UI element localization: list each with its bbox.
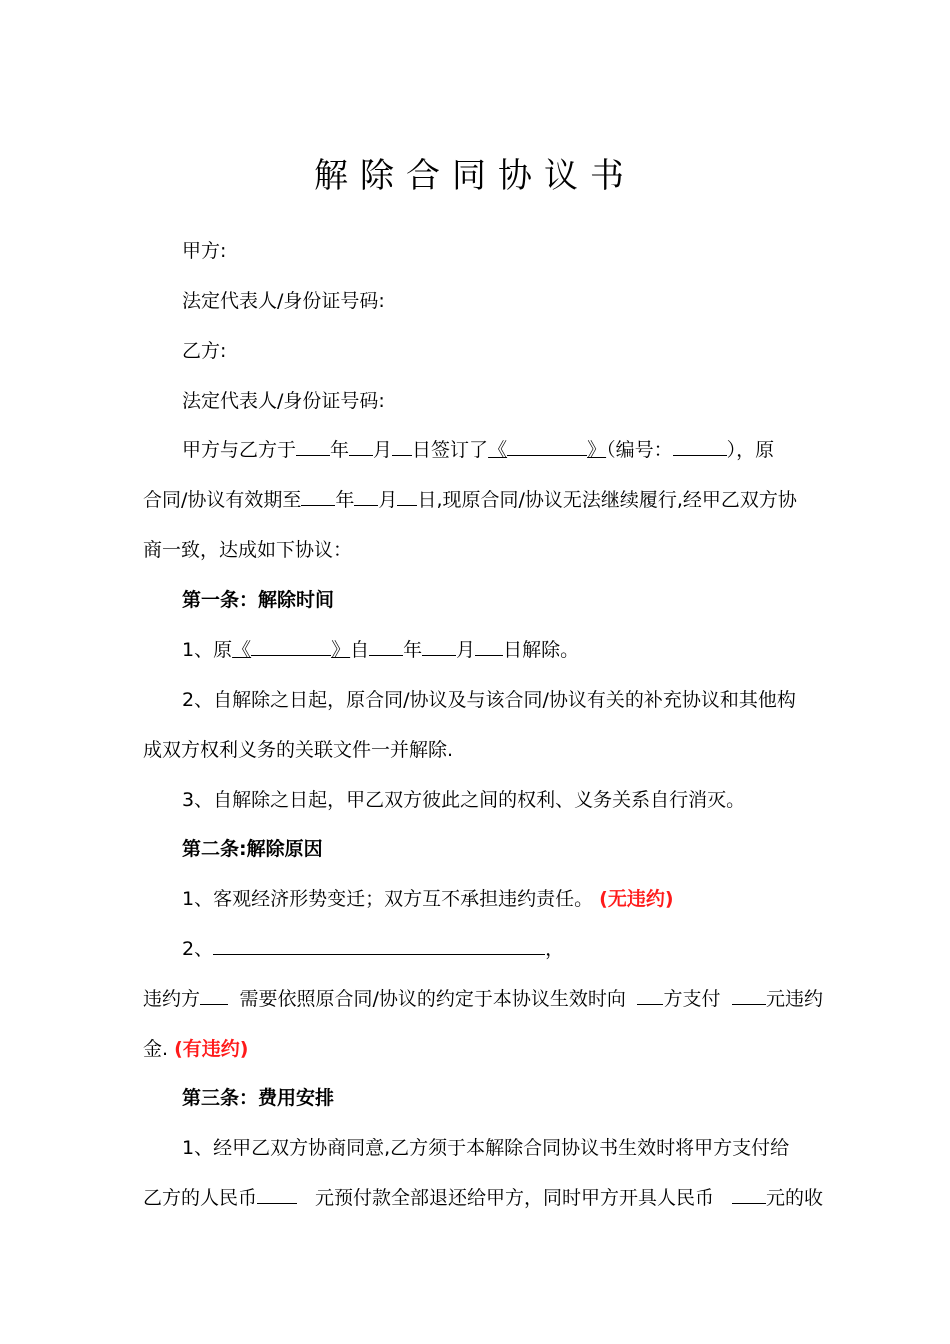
recipient-party-blank[interactable]	[637, 984, 663, 1005]
article-1-heading: 第一条：解除时间	[182, 589, 335, 611]
item-text: 违约方	[143, 988, 201, 1010]
intro-text: 年	[335, 489, 355, 511]
line-segment	[732, 1183, 823, 1213]
no-breach-note: (无违约)	[599, 888, 674, 910]
month-blank[interactable]	[354, 485, 378, 506]
receipt-amount-blank[interactable]	[732, 1183, 766, 1204]
intro-text: （编号：	[606, 439, 673, 461]
year-blank[interactable]	[296, 435, 330, 456]
party-b-label: 乙方:	[182, 340, 227, 362]
intro-line-1	[182, 435, 822, 465]
item-text: ，	[545, 938, 565, 960]
intro-text: 合同/协议有效期至	[143, 489, 302, 511]
party-a-representative-label: 法定代表人/身份证号码:	[182, 290, 385, 312]
article-3-item-1-line-2	[143, 1183, 823, 1213]
line-segment	[637, 984, 720, 1014]
item-text: 元违约	[765, 988, 823, 1010]
line-segment	[143, 984, 228, 1014]
intro-line-2	[143, 485, 823, 515]
article-3-heading: 第三条：费用安排	[182, 1087, 335, 1109]
intro-text: 甲方与乙方于	[182, 439, 297, 461]
article-1-item-1	[182, 635, 822, 665]
contract-name-blank[interactable]	[251, 635, 331, 656]
intro-text: 年	[330, 439, 350, 461]
line-segment	[732, 984, 823, 1014]
item-text: 日解除。	[503, 639, 580, 661]
intro-text: 日,现原合同/协议无法继续履行,经甲乙双方协	[417, 489, 797, 511]
penalty-amount-blank[interactable]	[732, 984, 766, 1005]
intro-text: 月	[378, 489, 398, 511]
prepayment-amount-blank[interactable]	[257, 1183, 297, 1204]
item-text: 月	[456, 639, 476, 661]
contract-number-blank[interactable]	[673, 435, 727, 456]
day-blank[interactable]	[392, 435, 412, 456]
item-text: 元的收	[765, 1187, 823, 1209]
line-segment	[143, 1183, 297, 1213]
contract-name-open: 《	[488, 439, 508, 461]
breaching-party-blank[interactable]	[200, 984, 228, 1005]
year-blank[interactable]	[301, 485, 335, 506]
month-blank[interactable]	[349, 435, 373, 456]
article-2-item-1	[182, 884, 822, 914]
intro-text: 日签订了	[412, 439, 489, 461]
intro-text: 月	[373, 439, 393, 461]
article-2-item-2-line-2	[143, 984, 823, 1014]
party-b-representative-label: 法定代表人/身份证号码:	[182, 390, 385, 412]
year-blank[interactable]	[369, 635, 403, 656]
item-text: 年	[403, 639, 423, 661]
month-blank[interactable]	[422, 635, 456, 656]
item-text: 1、原	[182, 639, 233, 661]
document-title: 解除合同协议书	[314, 156, 636, 196]
article-2-item-2	[182, 934, 822, 964]
intro-text: ），原	[726, 439, 775, 461]
reason-blank[interactable]	[213, 934, 545, 955]
article-2-heading: 第二条:解除原因	[182, 838, 323, 860]
article-1-item-2-line-2: 成双方权利义务的关联文件一并解除.	[143, 739, 454, 761]
contract-name-open: 《	[232, 639, 252, 661]
day-blank[interactable]	[475, 635, 503, 656]
item-text: 2、	[182, 938, 214, 960]
item-text: 自	[350, 639, 370, 661]
article-1-item-3: 3、自解除之日起，甲乙双方彼此之间的权利、义务关系自行消灭。	[182, 789, 746, 811]
item-text: 方支付	[663, 988, 721, 1010]
article-3-item-1-line-1: 1、经甲乙双方协商同意,乙方须于本解除合同协议书生效时将甲方支付给	[182, 1137, 790, 1159]
contract-name-close: 》	[587, 439, 607, 461]
item-text: 乙方的人民币	[143, 1187, 258, 1209]
day-blank[interactable]	[397, 485, 417, 506]
contract-name-close: 》	[331, 639, 351, 661]
item-text: 需要依照原合同/协议的约定于本协议生效时向	[239, 988, 626, 1010]
contract-name-blank[interactable]	[507, 435, 587, 456]
breach-note: (有违约)	[174, 1038, 249, 1060]
item-text: 1、客观经济形势变迁；双方互不承担违约责任。	[182, 888, 594, 910]
article-2-item-2-line-3	[143, 1034, 823, 1064]
item-text: 元预付款全部退还给甲方，同时甲方开具人民币	[314, 1187, 714, 1209]
item-text: 金.	[143, 1038, 169, 1060]
intro-line-3: 商一致，达成如下协议：	[143, 539, 353, 561]
article-1-item-2-line-1: 2、自解除之日起，原合同/协议及与该合同/协议有关的补充协议和其他构	[182, 689, 796, 711]
party-a-label: 甲方:	[182, 240, 227, 262]
